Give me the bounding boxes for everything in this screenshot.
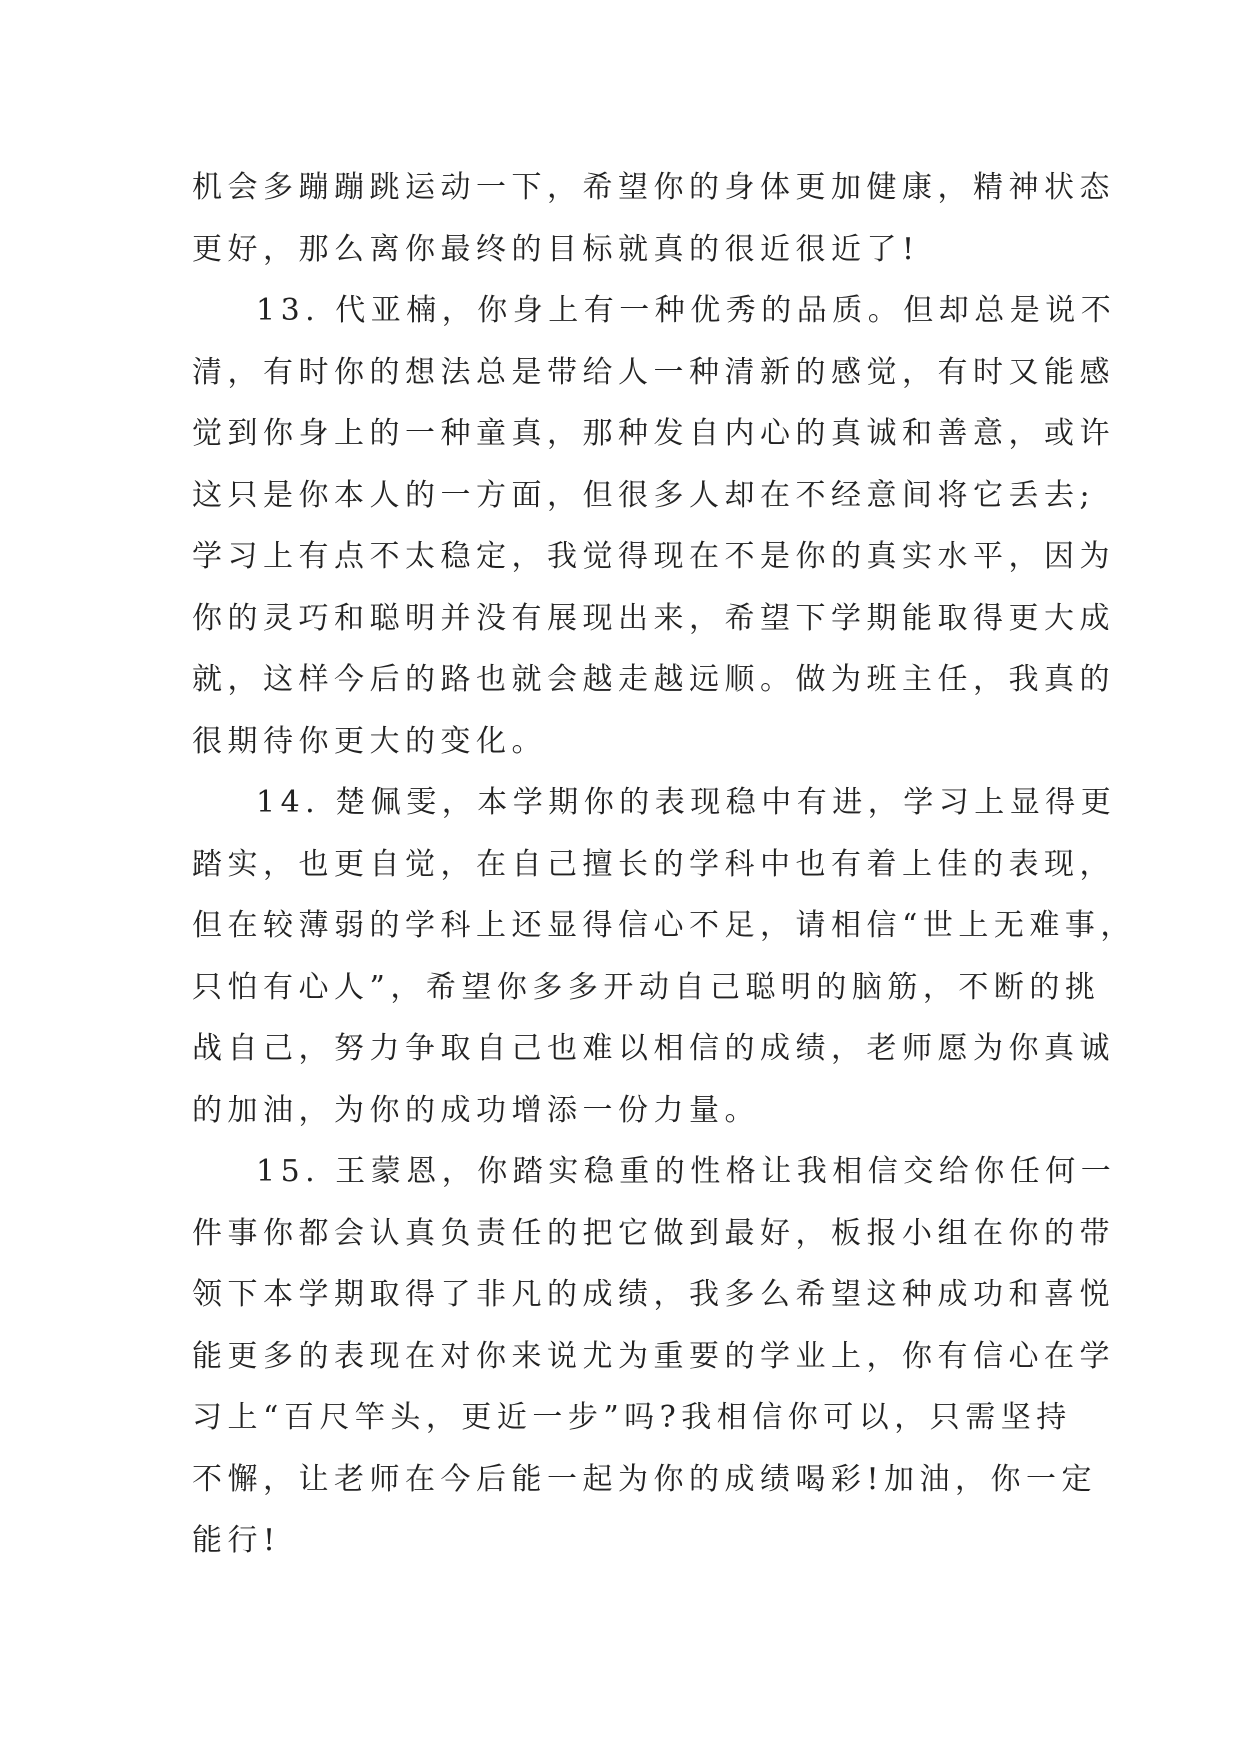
document-body: [192, 157, 1136, 1572]
paragraph-13: [192, 280, 1117, 772]
text-line: 更好，那么离你最终的目标就真的很近很近了!: [192, 231, 920, 267]
text-line: 觉到你身上的一种童真，那种发自内心的真诚和善意，或许: [192, 416, 1115, 451]
text-line: 14. 楚佩雯，本学期你的表现稳中有进，学习上显得更: [256, 785, 1117, 820]
paragraph-continuation: [192, 157, 1115, 280]
text-line: 能行!: [192, 1523, 281, 1558]
text-line: 领下本学期取得了非凡的成绩，我多么希望这种成功和喜悦: [192, 1277, 1115, 1312]
text-line: 清，有时你的想法总是带给人一种清新的感觉，有时又能感: [192, 354, 1115, 390]
text-line: 件事你都会认真负责任的把它做到最好，板报小组在你的带: [192, 1215, 1115, 1251]
text-line: 但在较薄弱的学科上还显得信心不足，请相信“世上无难事，: [192, 908, 1136, 943]
paragraph-15: [192, 1141, 1117, 1572]
text-line: 能更多的表现在对你来说尤为重要的学业上，你有信心在学: [192, 1338, 1115, 1374]
text-line: 就，这样今后的路也就会越走越远顺。做为班主任，我真的: [192, 662, 1115, 697]
text-line: 学习上有点不太稳定，我觉得现在不是你的真实水平，因为: [192, 539, 1115, 574]
text-line: 的加油，为你的成功增添一份力量。: [192, 1092, 760, 1128]
text-line: 很期待你更大的变化。: [192, 723, 547, 759]
text-line: 机会多蹦蹦跳运动一下，希望你的身体更加健康，精神状态: [192, 170, 1115, 205]
text-line: 不懈，让老师在今后能一起为你的成绩喝彩!加油，你一定: [192, 1461, 1098, 1497]
text-line: 你的灵巧和聪明并没有展现出来，希望下学期能取得更大成: [192, 600, 1115, 636]
paragraph-14: [192, 772, 1136, 1141]
text-line: 战自己，努力争取自己也难以相信的成绩，老师愿为你真诚: [192, 1031, 1115, 1066]
text-line: 这只是你本人的一方面，但很多人却在不经意间将它丢去;: [192, 477, 1096, 513]
text-line: 习上“百尺竿头，更近一步”吗?我相信你可以，只需坚持: [192, 1400, 1072, 1435]
text-line: 只怕有心人”，希望你多多开动自己聪明的脑筋，不断的挑: [192, 969, 1101, 1005]
text-line: 15. 王蒙恩，你踏实稳重的性格让我相信交给你任何一: [256, 1154, 1117, 1189]
text-line: 13. 代亚楠，你身上有一种优秀的品质。但却总是说不: [256, 293, 1117, 328]
text-line: 踏实，也更自觉，在自己擅长的学科中也有着上佳的表现，: [192, 846, 1115, 882]
